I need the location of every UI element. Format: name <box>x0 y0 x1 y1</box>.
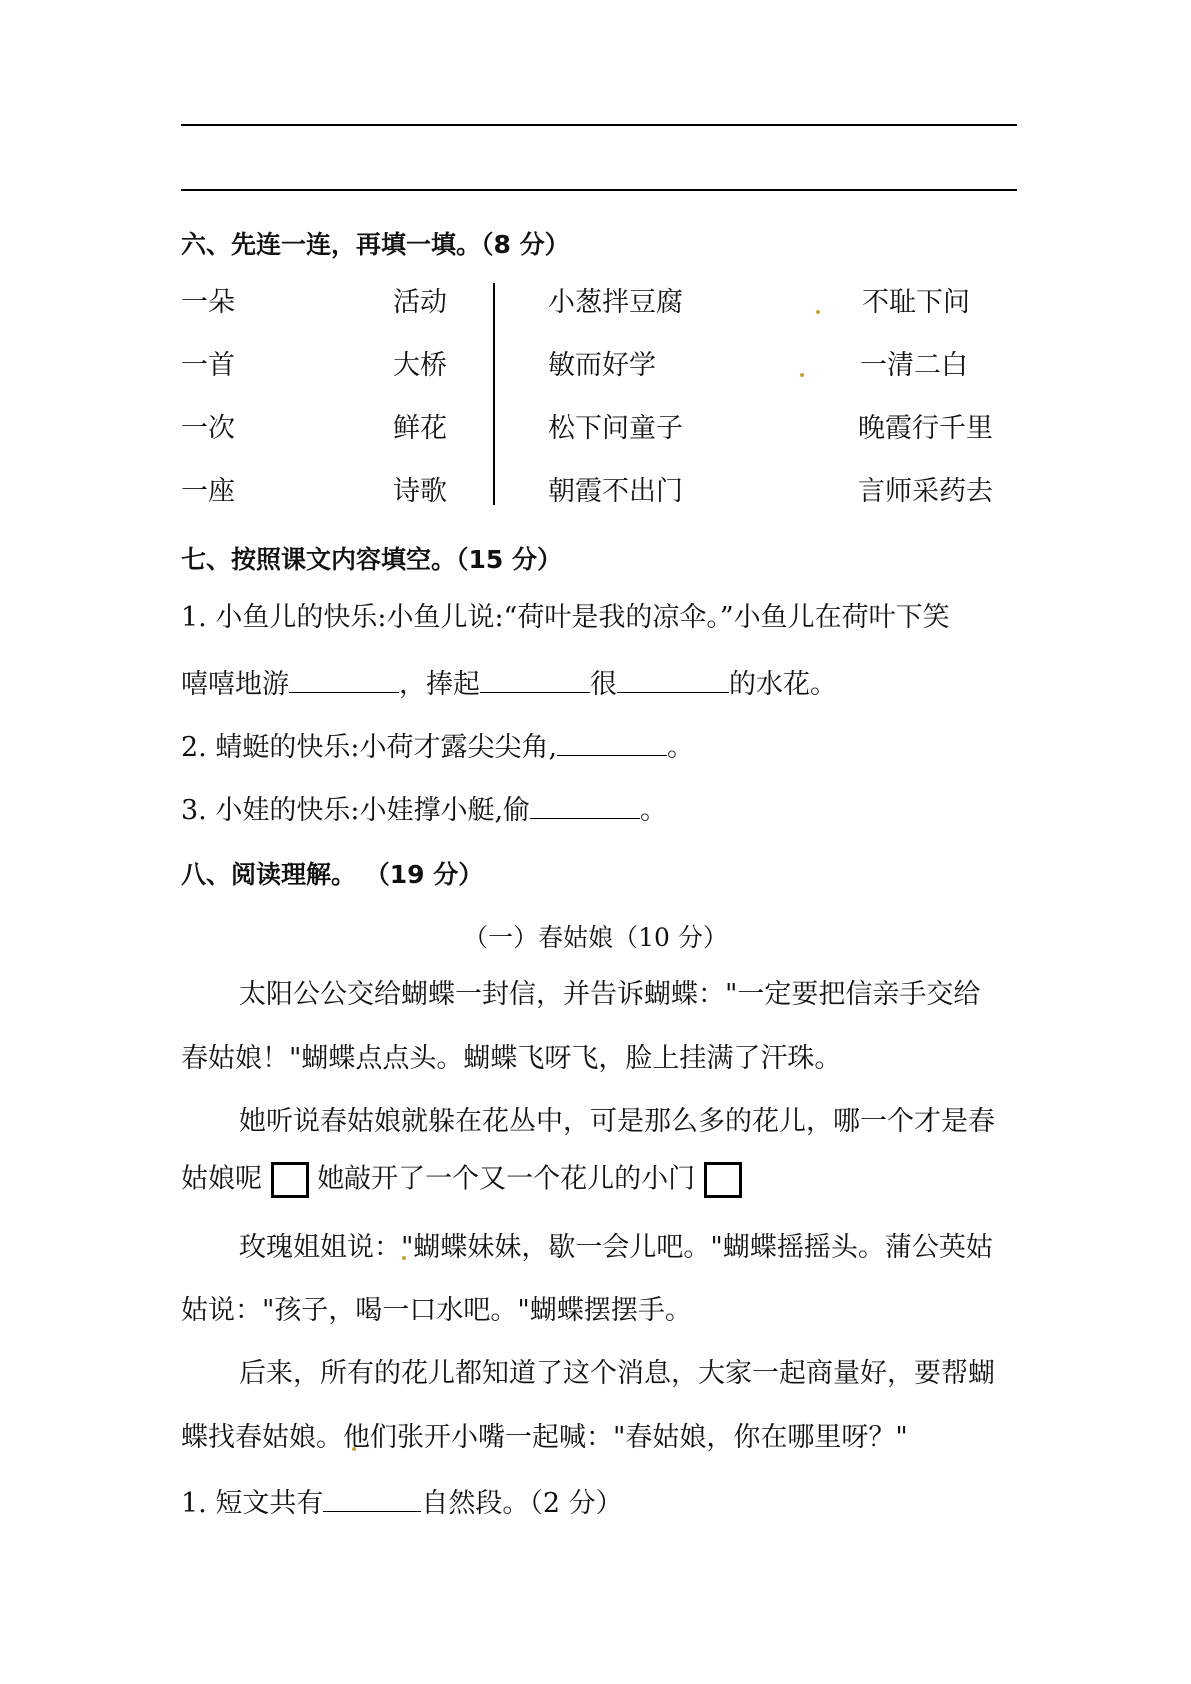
fill-blank[interactable] <box>617 668 729 693</box>
measure-word: 一次 <box>181 413 235 444</box>
text: 嘻嘻地游 <box>181 669 289 700</box>
passage-para2-line2 <box>181 1162 742 1198</box>
section8-heading: 八、阅读理解。 （19 分） <box>181 860 484 889</box>
question-2 <box>181 731 694 761</box>
text: 自然段。（2 分） <box>421 1488 623 1519</box>
text: 的水花。 <box>729 669 837 700</box>
passage-para1-line1: 太阳公公交给蝴蝶一封信，并告诉蝴蝶："一定要把信亲手交给 <box>239 979 981 1010</box>
text: 3. 小娃的快乐:小娃撑小艇,偷 <box>181 795 531 826</box>
phrase-left: 敏而好学 <box>548 350 656 381</box>
question-3 <box>181 794 667 824</box>
fill-blank[interactable] <box>323 1487 421 1512</box>
phrase-left: 松下问童子 <box>548 413 683 444</box>
phrase-right: 言师采药去 <box>858 476 993 507</box>
fill-blank[interactable] <box>557 731 667 756</box>
text: 。 <box>667 732 695 763</box>
passage-title: （一）春姑娘（10 分） <box>463 923 728 952</box>
passage-para2-line1: 她听说春姑娘就躲在花丛中，可是那么多的花儿，哪一个才是春 <box>239 1106 995 1137</box>
text: ，捧起 <box>399 669 480 700</box>
fill-blank[interactable] <box>530 794 640 819</box>
section6-heading: 六、先连一连，再填一填。（8 分） <box>181 230 570 259</box>
phrase-right: 不耻下问 <box>862 287 970 318</box>
noun-word: 大桥 <box>393 350 447 381</box>
phrase-right: 晚霞行千里 <box>858 413 993 444</box>
measure-word: 一座 <box>181 476 235 507</box>
measure-word: 一首 <box>181 350 235 381</box>
text: 2. 蜻蜓的快乐:小荷才露尖尖角, <box>181 732 558 763</box>
text: 姑娘呢 <box>181 1163 262 1195</box>
punctuation-box[interactable] <box>704 1162 742 1198</box>
passage-para1-line2: 春姑娘！"蝴蝶点点头。蝴蝶飞呀飞，脸上挂满了汗珠。 <box>181 1043 842 1074</box>
measure-word: 一朵 <box>181 287 235 318</box>
passage-para4-line1: 后来，所有的花儿都知道了这个消息，大家一起商量好，要帮蝴 <box>239 1358 995 1389</box>
question-1-line2 <box>181 668 837 698</box>
fill-blank[interactable] <box>289 668 399 693</box>
noun-word: 活动 <box>393 287 447 318</box>
text: 她敲开了一个又一个花儿的小门 <box>317 1163 696 1195</box>
mark-dot <box>800 373 804 377</box>
phrase-right: 一清二白 <box>860 350 968 381</box>
passage-para3-line1: 玫瑰姐姐说："蝴蝶妹妹，歇一会儿吧。"蝴蝶摇摇头。蒲公英姑 <box>239 1232 993 1263</box>
answer-line <box>181 189 1017 191</box>
mark-dot <box>816 310 820 314</box>
text: 1. 短文共有 <box>181 1488 324 1519</box>
section7-heading: 七、按照课文内容填空。（15 分） <box>181 545 562 574</box>
column-divider <box>493 283 495 505</box>
passage-para4-line2: 蝶找春姑娘。他们张开小嘴一起喊："春姑娘，你在哪里呀？" <box>181 1422 908 1453</box>
passage-para3-line2: 姑说："孩子，喝一口水吧。"蝴蝶摆摆手。 <box>181 1295 692 1326</box>
noun-word: 诗歌 <box>393 476 447 507</box>
text: 很 <box>590 669 617 700</box>
reading-question-1 <box>181 1487 623 1517</box>
question-1-line1: 1. 小鱼儿的快乐:小鱼儿说:“荷叶是我的凉伞。”小鱼儿在荷叶下笑 <box>181 602 950 633</box>
punctuation-box[interactable] <box>271 1162 309 1198</box>
phrase-left: 小葱拌豆腐 <box>548 287 683 318</box>
text: 。 <box>640 795 668 826</box>
phrase-left: 朝霞不出门 <box>548 476 683 507</box>
fill-blank[interactable] <box>480 668 590 693</box>
answer-line <box>181 124 1017 126</box>
noun-word: 鲜花 <box>393 413 447 444</box>
